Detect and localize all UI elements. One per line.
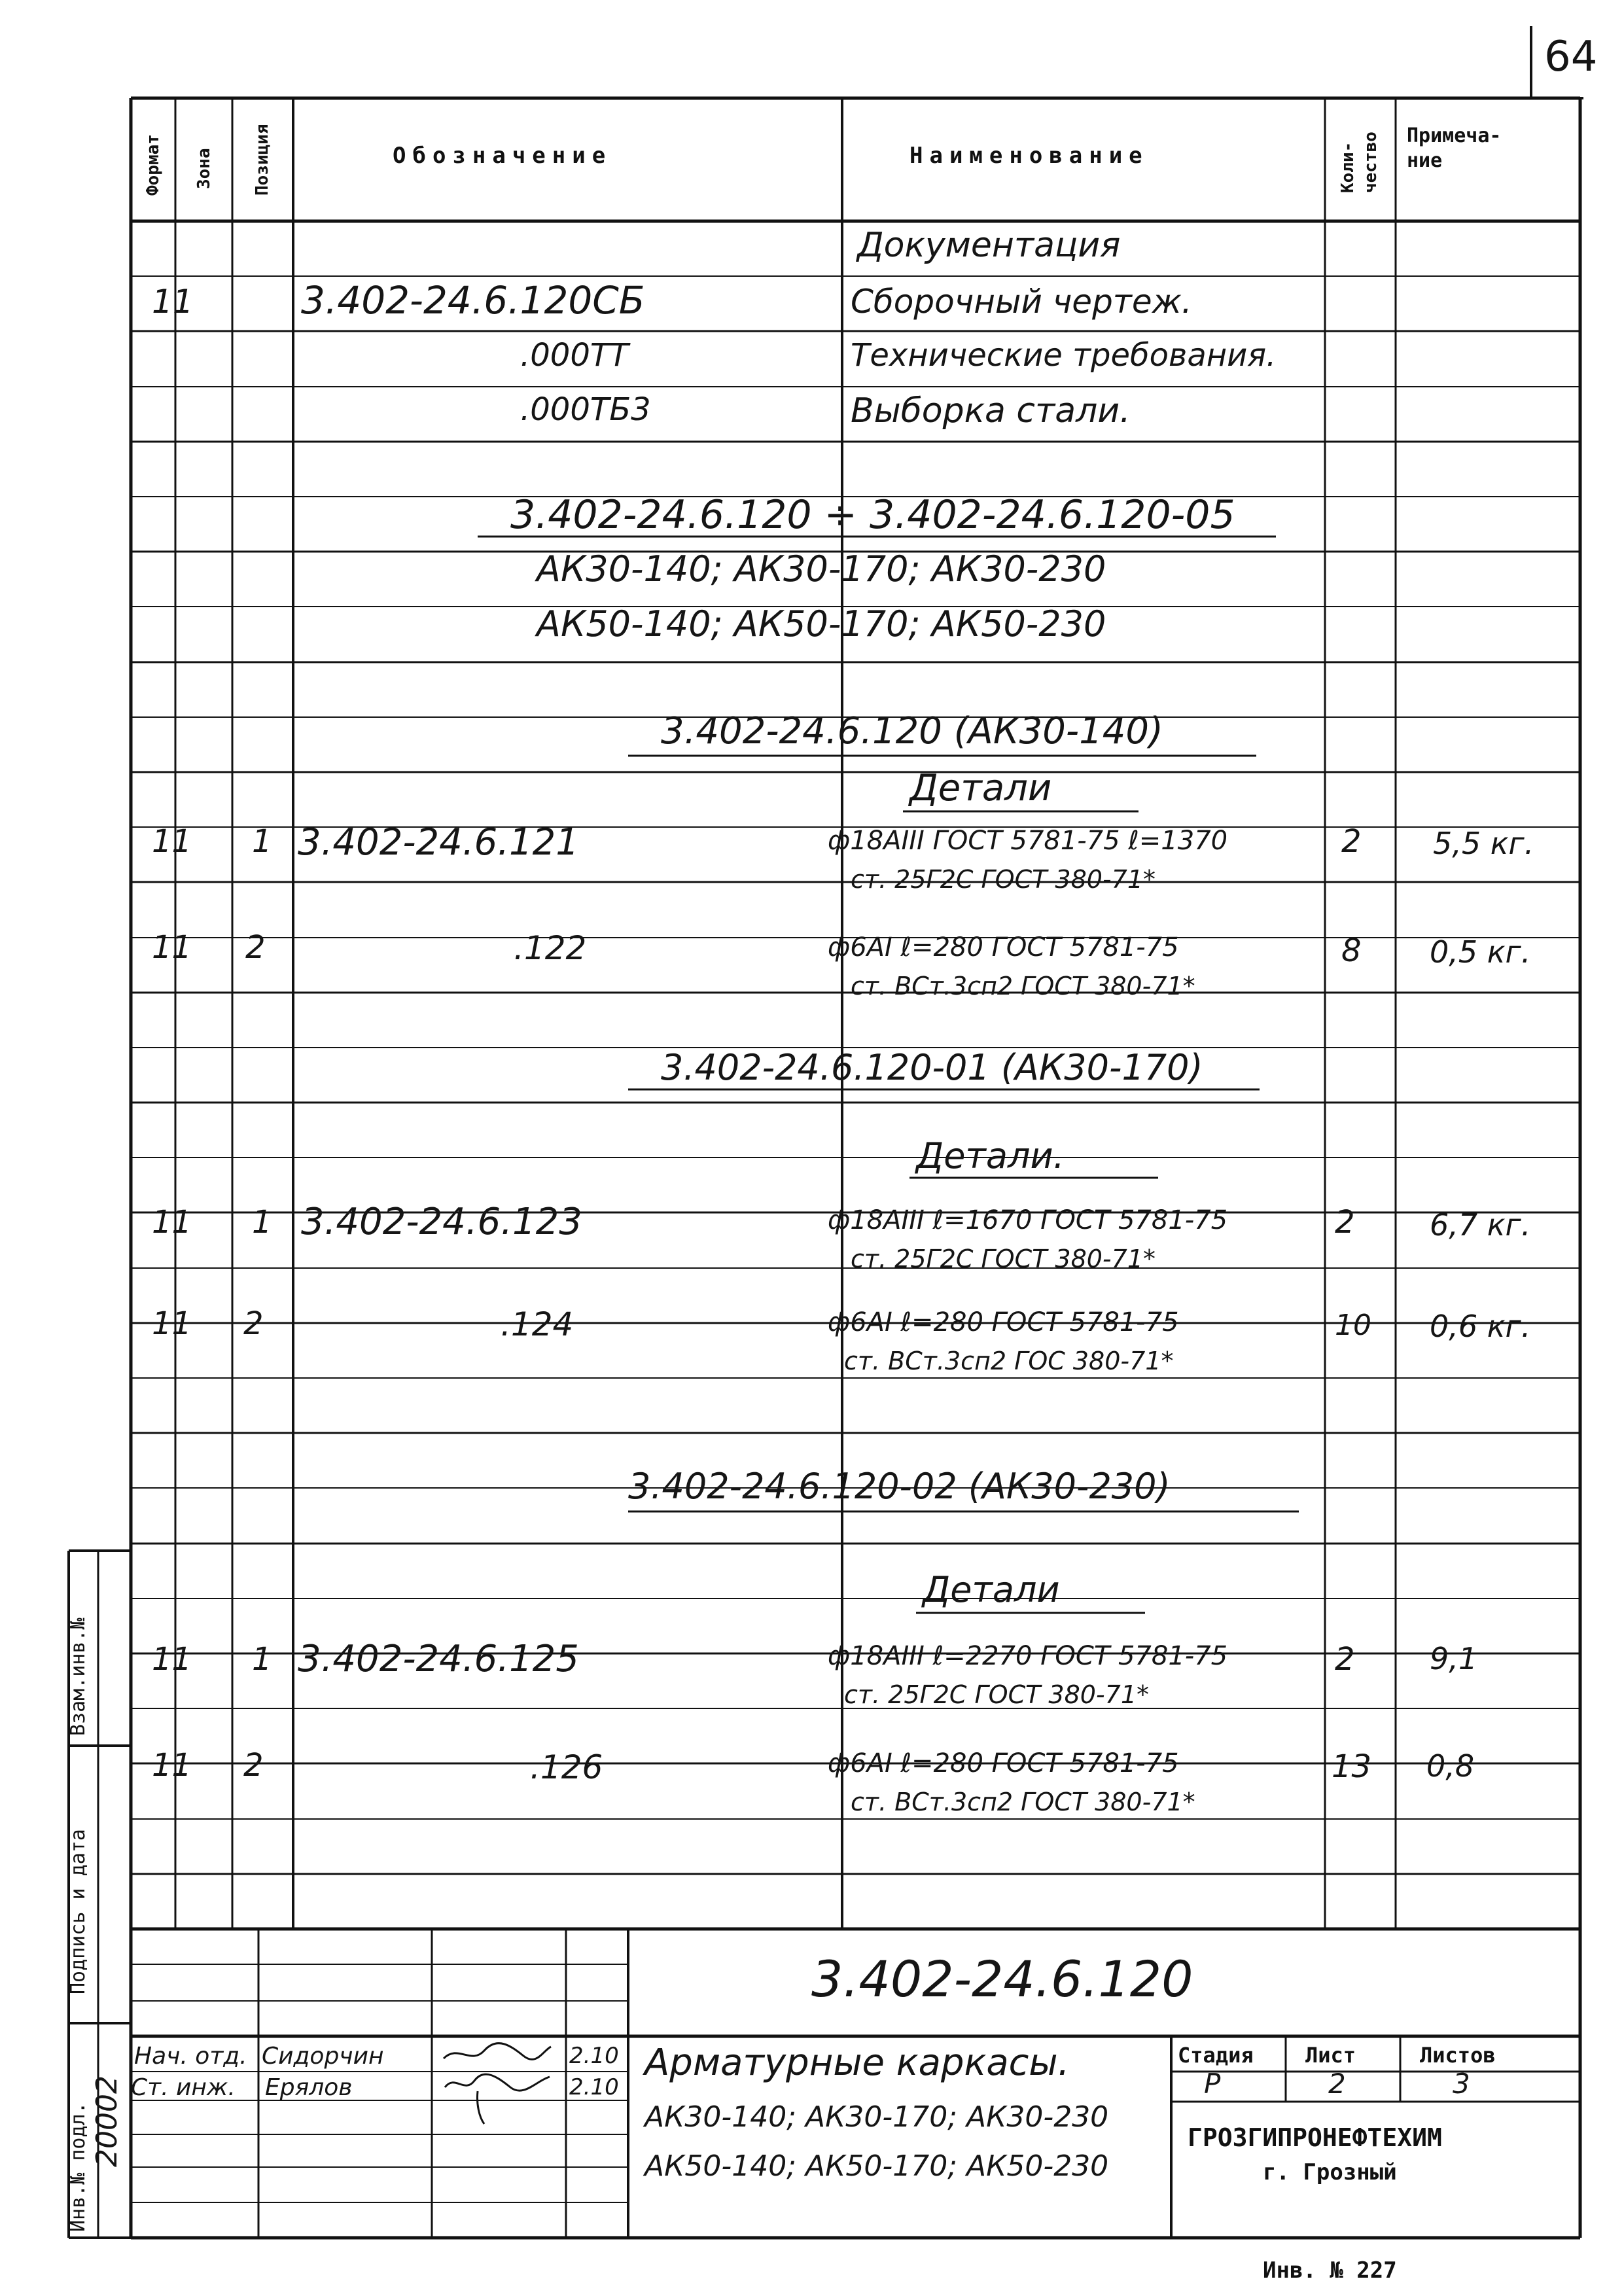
sheets-value: 3	[1453, 2068, 1470, 2100]
row-quantity: 10	[1335, 1309, 1371, 1342]
role-head-dept: Нач. отд.	[134, 2043, 247, 2070]
row-format: 11	[152, 283, 194, 321]
header-note-2: ние	[1407, 149, 1443, 172]
header-position: Позиция	[253, 124, 272, 196]
row-name: ф18АIII ГОСТ 5781-75 ℓ=1370	[828, 826, 1228, 856]
role-senior-eng: Ст. инж.	[131, 2074, 236, 2101]
stage-label: Стадия	[1178, 2043, 1254, 2068]
signature-1	[438, 2039, 556, 2069]
header-name: Наименование	[909, 143, 1149, 169]
stamp-inv-original: Инв.№ подл.	[67, 2102, 90, 2232]
row-material: ст. 25Г2С ГОСТ 380-71*	[844, 1680, 1150, 1709]
drawing-title: Арматурные каркасы.	[644, 2041, 1070, 2084]
row-position: 1	[252, 1204, 272, 1241]
group-variants-1: АК30-140; АК30-170; АК30-230	[537, 548, 1106, 590]
section-documentation: Документация	[857, 226, 1121, 265]
row-material: ст. ВСт.3сп2 ГОСТ 380-71*	[851, 1788, 1195, 1816]
header-designation: Обозначение	[393, 143, 612, 169]
header-quantity-1: Коли-	[1338, 141, 1358, 193]
row-material: ст. ВСт.3сп2 ГОСТ 380-71*	[851, 972, 1195, 1000]
row-designation: 3.402-24.6.120СБ	[301, 278, 645, 323]
person-senior-eng: Ерялов	[265, 2074, 353, 2101]
section-details: Детали.	[916, 1135, 1065, 1176]
row-name: ф6АI ℓ=280 ГОСТ 5781-75	[828, 1748, 1179, 1778]
row-note: 0,5 кг.	[1430, 934, 1531, 970]
drawing-title-line2: АК30-140; АК30-170; АК30-230	[644, 2100, 1109, 2134]
section-details: Детали	[923, 1569, 1060, 1610]
header-note-1: Примеча-	[1407, 124, 1502, 147]
row-designation: .000ТБ3	[520, 391, 651, 428]
signature-2	[438, 2068, 556, 2127]
row-designation: 3.402-24.6.125	[298, 1638, 579, 1680]
date-2: 2.10	[569, 2074, 619, 2100]
page-number: 64	[1544, 33, 1598, 81]
drawing-title-line3: АК50-140; АК50-170; АК50-230	[644, 2149, 1109, 2183]
row-name: ф18АIII ℓ=1670 ГОСТ 5781-75	[828, 1205, 1228, 1235]
row-format: 11	[152, 1641, 192, 1678]
row-format: 11	[152, 929, 192, 966]
row-name: ф18АIII ℓ=2270 ГОСТ 5781-75	[828, 1641, 1228, 1671]
row-designation: .000ТТ	[520, 337, 629, 374]
row-note: 0,6 кг.	[1430, 1309, 1531, 1344]
row-format: 11	[152, 1204, 192, 1241]
row-format: 11	[152, 823, 192, 860]
header-format: Формат	[143, 134, 163, 196]
person-head-dept: Сидорчин	[262, 2043, 384, 2070]
row-position: 2	[243, 1747, 264, 1784]
section-title: 3.402-24.6.120 (АК30-140)	[661, 710, 1163, 752]
row-material: ст. 25Г2С ГОСТ 380-71*	[851, 865, 1156, 894]
stage-value: Р	[1204, 2068, 1221, 2100]
row-note: 0,8	[1426, 1748, 1475, 1784]
row-name: Технические требования.	[851, 337, 1277, 374]
row-quantity: 2	[1335, 1641, 1355, 1678]
group-variants-2: АК50-140; АК50-170; АК50-230	[537, 603, 1106, 645]
row-name: ф6АI ℓ=280 ГОСТ 5781-75	[828, 932, 1179, 963]
row-designation: .124	[501, 1305, 574, 1343]
row-quantity: 2	[1341, 823, 1362, 860]
date-1: 2.10	[569, 2043, 619, 2069]
section-title: 3.402-24.6.120-02 (АК30-230)	[628, 1466, 1171, 1507]
row-designation: 3.402-24.6.121	[298, 821, 579, 864]
row-note: 5,5 кг.	[1433, 826, 1534, 861]
document-number: 3.402-24.6.120	[811, 1950, 1193, 2008]
row-material: ст. ВСт.3сп2 ГОС 380-71*	[844, 1347, 1174, 1375]
row-note: 9,1	[1430, 1641, 1478, 1676]
row-note: 6,7 кг.	[1430, 1207, 1531, 1243]
row-material: ст. 25Г2С ГОСТ 380-71*	[851, 1245, 1156, 1273]
sheet-label: Лист	[1305, 2043, 1356, 2068]
row-designation: 3.402-24.6.123	[301, 1201, 582, 1243]
inventory-number: Инв. № 227	[1263, 2257, 1397, 2284]
row-format: 11	[152, 1747, 192, 1784]
stamp-inv-original-value: 20002	[90, 2075, 124, 2167]
row-position: 1	[252, 823, 272, 860]
sheet-value: 2	[1328, 2068, 1346, 2100]
row-designation: .122	[514, 929, 587, 967]
row-format: 11	[152, 1305, 192, 1342]
organization-city: г. Грозный	[1263, 2159, 1397, 2185]
row-position: 2	[245, 929, 266, 966]
row-name: Сборочный чертеж.	[851, 283, 1192, 321]
sheets-label: Листов	[1420, 2043, 1496, 2068]
row-name: ф6АI ℓ=280 ГОСТ 5781-75	[828, 1307, 1179, 1337]
group-title: 3.402-24.6.120 ÷ 3.402-24.6.120-05	[510, 492, 1235, 538]
section-title: 3.402-24.6.120-01 (АК30-170)	[661, 1047, 1203, 1088]
organization: ГРОЗГИПРОНЕФТЕХИМ	[1188, 2123, 1442, 2152]
row-quantity: 13	[1332, 1748, 1372, 1785]
row-name: Выборка стали.	[851, 391, 1131, 431]
row-quantity: 2	[1335, 1204, 1355, 1241]
stamp-inv-substitute: Взам.инв.№	[67, 1617, 90, 1736]
row-designation: .126	[530, 1748, 603, 1786]
header-quantity-2: чество	[1361, 132, 1381, 193]
stamp-signature-date: Подпись и дата	[67, 1829, 90, 1994]
row-position: 1	[252, 1641, 272, 1678]
row-position: 2	[243, 1305, 264, 1342]
header-zone: Зона	[194, 148, 214, 189]
section-details: Детали	[909, 767, 1052, 809]
row-quantity: 8	[1341, 932, 1362, 969]
